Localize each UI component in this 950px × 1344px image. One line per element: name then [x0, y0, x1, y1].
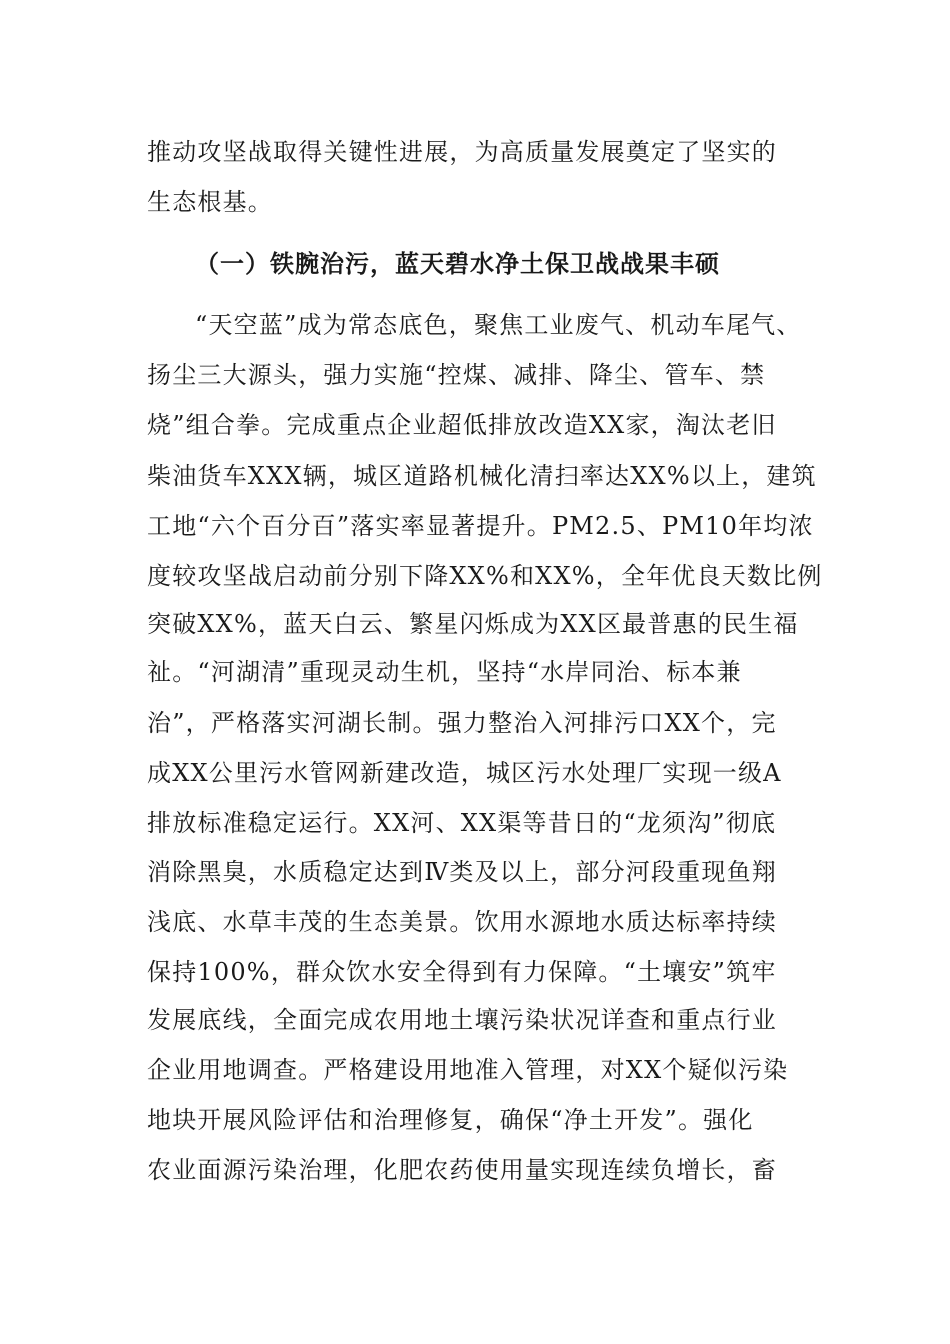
- body-line-15: 发展底线，全面完成农用地土壤污染状况详查和重点行业: [147, 1006, 777, 1034]
- body-line-18: 农业面源污染治理，化肥农药使用量实现连续负增长，畜: [147, 1156, 777, 1184]
- body-line-17: 地块开展风险评估和治理修复，确保“净土开发”。强化: [147, 1106, 754, 1134]
- body-line-14: 保持100%，群众饮水安全得到有力保障。“土壤安”筑牢: [147, 958, 777, 986]
- body-line-16: 企业用地调查。严格建设用地准入管理，对XX个疑似污染: [147, 1056, 789, 1084]
- body-line-11: 排放标准稳定运行。XX河、XX渠等昔日的“龙须沟”彻底: [147, 809, 777, 837]
- body-line-1: “天空蓝”成为常态底色，聚焦工业废气、机动车尾气、: [195, 311, 802, 339]
- body-line-7: 突破XX%，蓝天白云、繁星闪烁成为XX区最普惠的民生福: [147, 610, 799, 638]
- body-line-10: 成XX公里污水管网新建改造，城区污水处理厂实现一级A: [147, 759, 782, 787]
- section-heading: （一）铁腕治污，蓝天碧水净土保卫战战果丰硕: [195, 249, 720, 278]
- intro-line-2: 生态根基。: [147, 188, 273, 216]
- body-line-6: 度较攻坚战启动前分别下降XX%和XX%，全年优良天数比例: [147, 562, 823, 590]
- body-line-9: 治”，严格落实河湖长制。强力整治入河排污口XX个，完: [147, 709, 777, 737]
- body-line-5: 工地“六个百分百”落实率显著提升。PM2.5、PM10年均浓: [147, 512, 814, 540]
- intro-line-1: 推动攻坚战取得关键性进展，为高质量发展奠定了坚实的: [147, 138, 777, 166]
- body-line-4: 柴油货车XXX辆，城区道路机械化清扫率达XX%以上，建筑: [147, 462, 817, 490]
- body-line-2: 扬尘三大源头，强力实施“控煤、减排、降尘、管车、禁: [147, 361, 766, 389]
- body-line-12: 消除黑臭，水质稳定达到Ⅳ类及以上，部分河段重现鱼翔: [147, 858, 777, 886]
- body-line-13: 浅底、水草丰茂的生态美景。饮用水源地水质达标率持续: [147, 908, 777, 936]
- body-line-3: 烧”组合拳。完成重点企业超低排放改造XX家，淘汰老旧: [147, 411, 777, 439]
- body-line-8: 祉。“河湖清”重现灵动生机，坚持“水岸同治、标本兼: [147, 658, 742, 686]
